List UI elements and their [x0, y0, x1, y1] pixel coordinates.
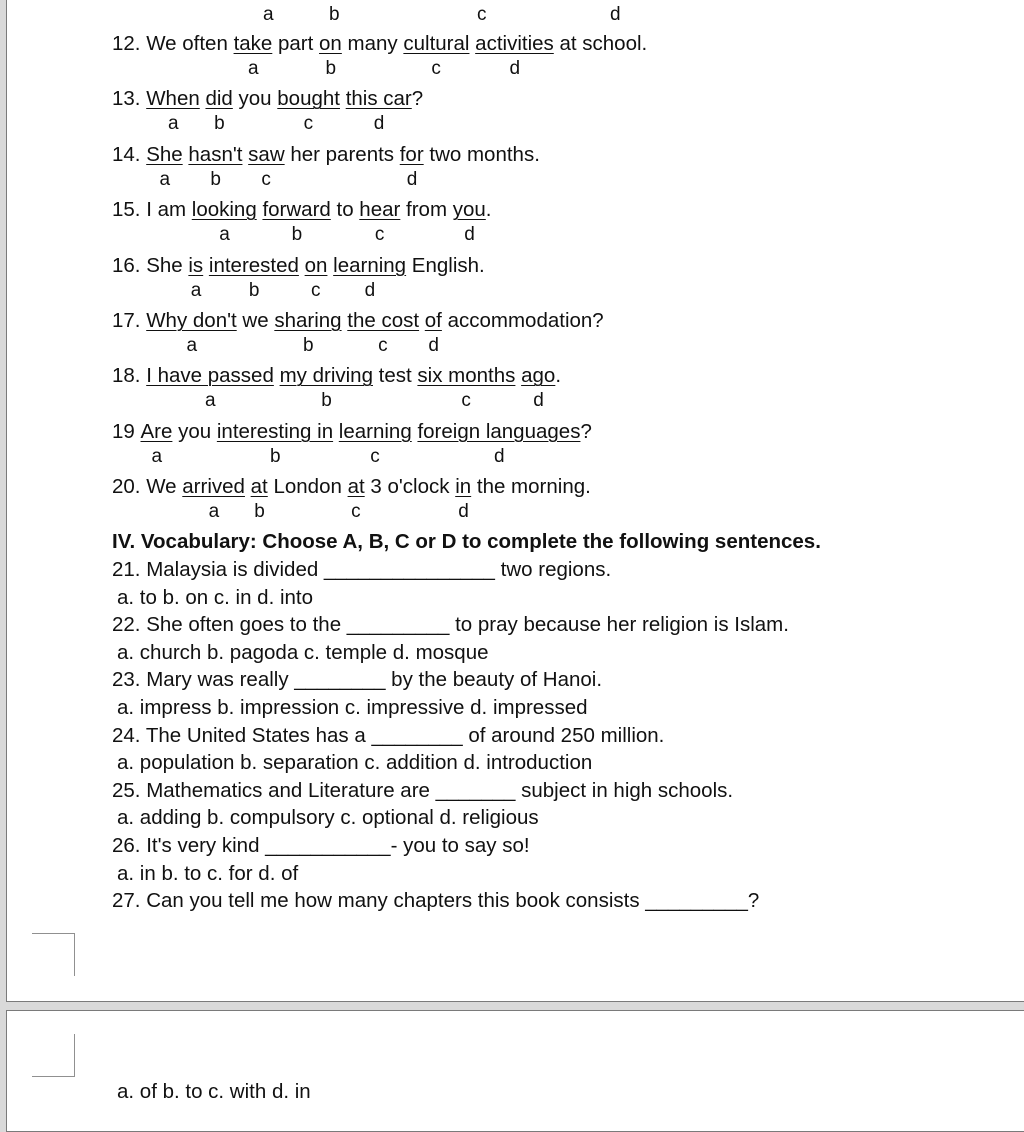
underlined-option: interested — [208, 253, 299, 277]
underlined-option: at — [347, 475, 365, 499]
underlined-option: in — [455, 475, 472, 499]
underlined-option: activities — [475, 32, 554, 55]
underlined-option: hear — [359, 198, 401, 222]
underlined-option: interesting in — [216, 419, 334, 443]
underlined-option: bought — [277, 87, 340, 111]
underlined-option: I have passed — [146, 364, 274, 388]
letter-c: c — [477, 4, 487, 25]
vocab-question: 23. Mary was really ________ by the beauty of Hanoi. — [112, 668, 603, 692]
answer-letter: c — [431, 58, 441, 79]
vocab-options: a. to b. on c. in d. into — [117, 585, 314, 609]
sentence-text: her parents — [284, 142, 400, 166]
answer-letter: b — [214, 113, 225, 135]
letter-b: b — [329, 4, 340, 25]
underlined-option: six months — [417, 364, 516, 388]
answer-letter: a — [159, 168, 171, 190]
letter-a: a — [263, 4, 274, 25]
sentence-text: 17. — [112, 309, 147, 332]
sentence-text: we — [236, 309, 275, 332]
sentence-text: 16. She — [112, 253, 189, 277]
answer-letter: b — [325, 58, 337, 79]
underlined-option: take — [233, 32, 273, 55]
underlined-option: learning — [333, 253, 407, 277]
underlined-option: for — [399, 142, 424, 166]
underlined-option: ago — [521, 364, 556, 388]
underlined-option: looking — [191, 198, 257, 222]
sentence-text: English. — [406, 253, 485, 277]
underlined-option: is — [188, 253, 204, 277]
answer-letter: a — [190, 279, 202, 301]
sentence-text: 15. I am — [112, 198, 192, 222]
underlined-option: on — [304, 253, 328, 277]
vocab-question: 25. Mathematics and Literature are _______ subject in high schools. — [112, 778, 734, 802]
section-heading: IV. Vocabulary: Choose A, B, C or D to complete the following sentences. — [112, 530, 821, 553]
sentence-text: test — [372, 364, 418, 388]
sentence-text: ? — [580, 419, 592, 443]
underlined-option: foreign languages — [417, 419, 581, 443]
underlined-option: She — [146, 142, 183, 166]
crop-mark-top — [32, 933, 75, 976]
vocab-question: 22. She often goes to the _________ to pray because her religion is Islam. — [112, 613, 789, 637]
letter-d: d — [610, 4, 621, 25]
question-27-options: a. of b. to c. with d. in — [117, 1080, 311, 1103]
sentence-text: 13. — [112, 87, 147, 111]
underlined-option: on — [319, 32, 342, 55]
sentence-text: you — [232, 87, 278, 111]
answer-letter: c — [370, 445, 380, 467]
answer-letter: c — [374, 224, 385, 246]
sentence-text: accommodation? — [441, 309, 604, 332]
vocab-options: a. in b. to c. for d. of — [117, 861, 299, 885]
sentence-text: . — [485, 198, 492, 222]
underlined-option: cultural — [403, 32, 470, 55]
sentence-text: part — [272, 32, 320, 55]
answer-letter: a — [167, 113, 179, 135]
underlined-option: Why don't — [146, 309, 237, 332]
answer-letter: a — [151, 445, 163, 467]
underlined-option: When — [146, 87, 200, 111]
underlined-option: my driving — [279, 364, 373, 388]
sentence-text: 19 — [112, 419, 141, 443]
answer-letter: d — [364, 279, 376, 301]
vocab-options: a. church b. pagoda c. temple d. mosque — [117, 640, 489, 664]
answer-letter: d — [428, 335, 439, 356]
vocab-question: 27. Can you tell me how many chapters this book consists _________? — [112, 889, 760, 913]
sentence-text: at school. — [553, 32, 648, 55]
worksheet-page-2 — [6, 1010, 1024, 1132]
answer-letter: c — [351, 501, 361, 523]
answer-letter: c — [311, 279, 321, 301]
sentence-text: . — [555, 364, 562, 388]
sentence-text: ? — [411, 87, 424, 111]
answer-letter: b — [210, 168, 221, 190]
sentence-text: to — [330, 198, 360, 222]
answer-letter: d — [406, 168, 418, 190]
answer-letter: a — [247, 58, 259, 79]
answer-letter: d — [533, 390, 544, 412]
answer-letter: c — [261, 168, 271, 190]
answer-letter: b — [321, 390, 332, 412]
sentence-text: many — [341, 32, 404, 55]
underlined-option: the cost — [347, 309, 420, 332]
answer-letter: c — [303, 113, 314, 135]
answer-letter: b — [302, 335, 314, 356]
underlined-option: you — [452, 198, 486, 222]
underlined-option: forward — [262, 198, 331, 222]
answer-letter: d — [373, 113, 385, 135]
vocab-options: a. population b. separation c. addition d. introduction — [117, 751, 593, 775]
vocab-question: 24. The United States has a ________ of around 250 million. — [112, 723, 665, 747]
answer-letter: a — [208, 501, 220, 523]
sentence-text: London — [267, 475, 348, 499]
answer-letter: b — [269, 445, 281, 467]
underlined-option: learning — [338, 419, 412, 443]
answer-letter: c — [461, 390, 471, 412]
sentence-text: the morning. — [471, 475, 591, 499]
vocab-question: 26. It's very kind ___________- you to say so! — [112, 834, 530, 857]
answer-letter: d — [493, 445, 505, 467]
vocab-question: 21. Malaysia is divided _______________ two regions. — [112, 558, 612, 581]
sentence-text: 3 o'clock — [364, 475, 456, 499]
answer-letter: a — [205, 390, 216, 412]
underlined-option: of — [424, 309, 442, 332]
underlined-option: saw — [248, 142, 285, 166]
answer-letter: d — [509, 58, 521, 79]
sentence-text: 20. We — [112, 475, 183, 499]
answer-letter: b — [291, 224, 303, 246]
sentence-text: 18. — [112, 364, 147, 388]
answer-letter: c — [378, 335, 388, 356]
underlined-option: Are — [140, 419, 173, 443]
underlined-option: at — [250, 475, 268, 499]
underlined-option: did — [205, 87, 233, 111]
vocab-options: a. impress b. impression c. impressive d. impressed — [117, 696, 588, 719]
sentence-text: 14. — [112, 142, 147, 166]
underlined-option: this car — [345, 87, 412, 111]
sentence-text: you — [172, 419, 217, 443]
sentence-text: two months. — [423, 142, 540, 166]
crop-mark-bottom — [32, 1034, 75, 1077]
answer-letter: b — [254, 501, 265, 523]
sentence-text: from — [400, 198, 453, 222]
underlined-option: arrived — [182, 475, 245, 499]
underlined-option: hasn't — [188, 142, 243, 166]
answer-letter: d — [458, 501, 469, 523]
answer-letter: d — [464, 224, 475, 246]
answer-letter: a — [186, 335, 198, 356]
answer-letter: a — [219, 224, 230, 246]
vocab-options: a. adding b. compulsory c. optional d. religious — [117, 806, 539, 830]
underlined-option: sharing — [274, 309, 342, 332]
answer-letter: b — [248, 279, 260, 301]
sentence-text: 12. We often — [112, 32, 234, 55]
